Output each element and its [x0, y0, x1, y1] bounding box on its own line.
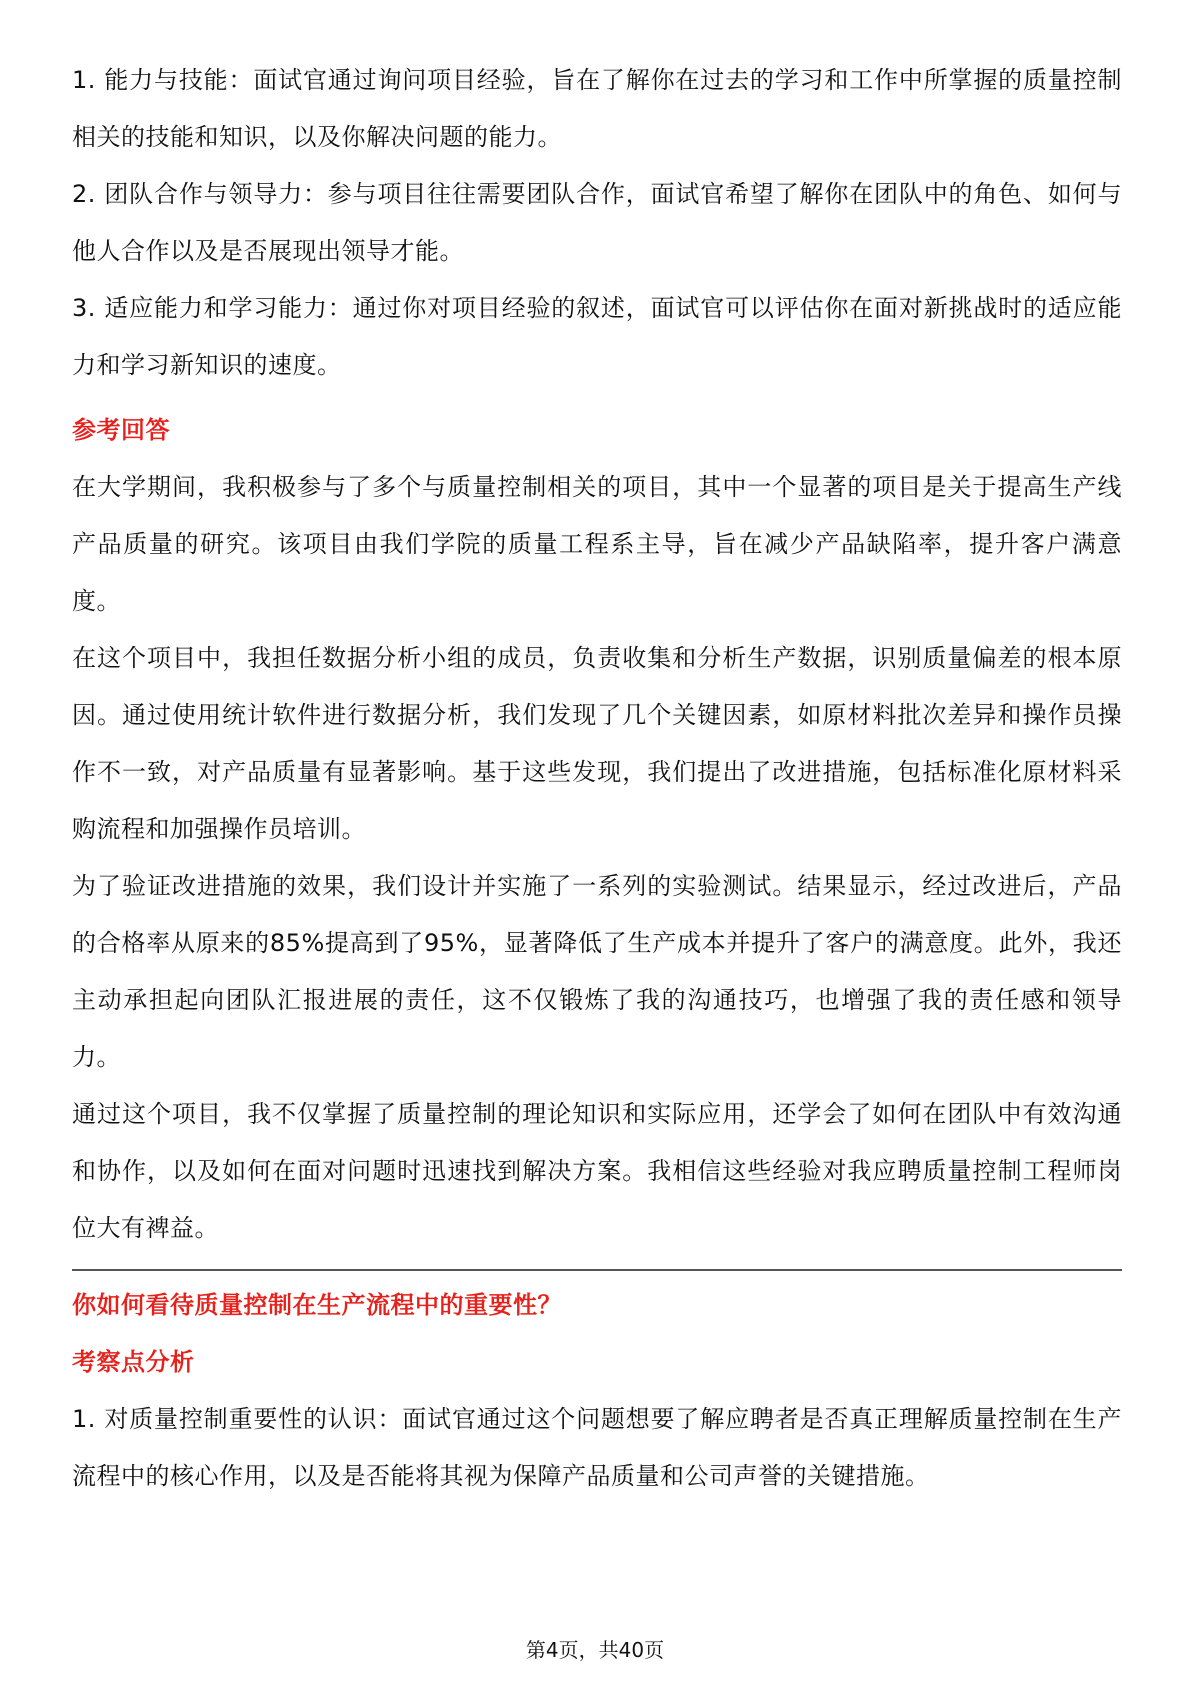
criteria-item-3: 3. 适应能力和学习能力：通过你对项目经验的叙述，面试官可以评估你在面对新挑战时的适应能力和学习新知识的速度。 [72, 294, 1122, 379]
question-title: 你如何看待质量控制在生产流程中的重要性？ [72, 1291, 562, 1319]
criteria-item-1: 1. 能力与技能：面试官通过询问项目经验，旨在了解你在过去的学习和工作中所掌握的质量控制相关的技能和知识，以及你解决问题的能力。 [72, 66, 1122, 151]
reference-paragraph-4: 通过这个项目，我不仅掌握了质量控制的理论知识和实际应用，还学会了如何在团队中有效沟通和协作，以及如何在面对问题时迅速找到解决方案。我相信这些经验对我应聘质量控制工程师岗位大有裨益。 [72, 1100, 1122, 1242]
reference-paragraph-2: 在这个项目中，我担任数据分析小组的成员，负责收集和分析生产数据，识别质量偏差的根本原因。通过使用统计软件进行数据分析，我们发现了几个关键因素，如原材料批次差异和操作员操作不一致，对产品质量有显著影响。基于这些发现，我们提出了改进措施，包括标准化原材料采购流程和加强操作员培训。 [72, 644, 1122, 843]
section-divider [72, 1269, 1122, 1271]
analysis-item-1: 1. 对质量控制重要性的认识：面试官通过这个问题想要了解应聘者是否真正理解质量控制在生产流程中的核心作用，以及是否能将其视为保障产品质量和公司声誉的关键措施。 [72, 1405, 1122, 1490]
page-content [72, 52, 1122, 1505]
criteria-item-2: 2. 团队合作与领导力：参与项目往往需要团队合作，面试官希望了解你在团队中的角色、如何与他人合作以及是否展现出领导才能。 [72, 180, 1122, 265]
reference-paragraph-1: 在大学期间，我积极参与了多个与质量控制相关的项目，其中一个显著的项目是关于提高生产线产品质量的研究。该项目由我们学院的质量工程系主导，旨在减少产品缺陷率，提升客户满意度。 [72, 473, 1122, 615]
reference-paragraph-3: 为了验证改进措施的效果，我们设计并实施了一系列的实验测试。结果显示，经过改进后，产品的合格率从原来的85%提高到了95%，显著降低了生产成本并提升了客户的满意度。此外，我还主动承担起向团队汇报进展的责任，这不仅锻炼了我的沟通技巧，也增强了我的责任感和领导力。 [72, 872, 1122, 1071]
analysis-heading: 考察点分析 [72, 1348, 195, 1376]
page-footer: 第4页，共40页 [525, 1638, 665, 1662]
reference-heading: 参考回答 [72, 416, 170, 444]
